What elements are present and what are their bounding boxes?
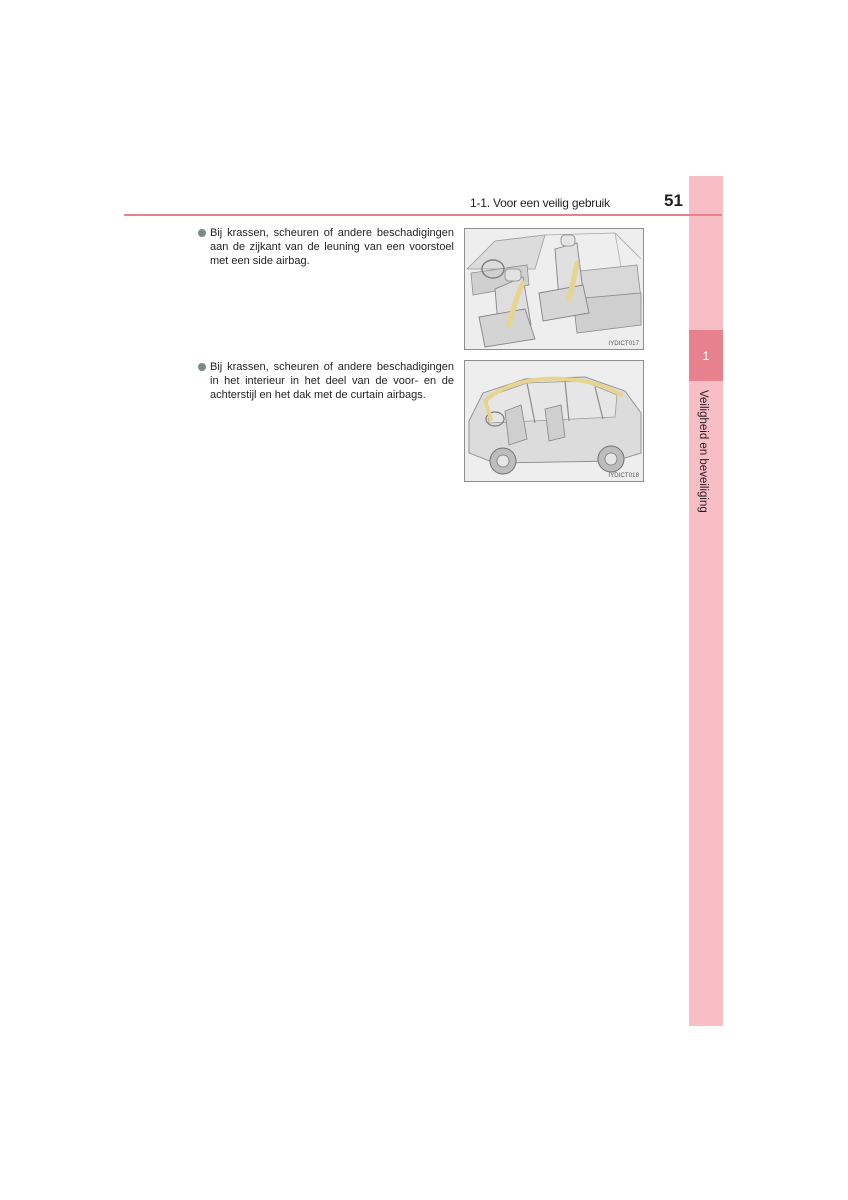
figure-code: IYDICT017: [608, 341, 639, 347]
page-number: 51: [664, 191, 683, 210]
figure-code: IYDICT018: [608, 473, 639, 479]
figure-side-airbag-seat: [464, 228, 644, 350]
figure-curtain-airbag-car: [464, 360, 644, 482]
chapter-number: 1: [702, 348, 710, 363]
seat-interior-illustration: [465, 229, 643, 349]
chapter-number-badge: [689, 330, 723, 381]
bullet-text: Bij krassen, scheuren of andere beschadigingen in het interieur in het deel van de voor- en de achterstijl en het dak met de curtain airbags.: [210, 361, 454, 401]
section-title: 1-1. Voor een veilig gebruik: [470, 196, 610, 210]
header-divider: [124, 214, 722, 216]
chapter-title: Veiligheid en beveiliging: [697, 390, 709, 513]
bullet-icon: [198, 229, 206, 237]
bullet-item-side-airbag: [198, 226, 454, 268]
bullet-item-curtain-airbag: [198, 360, 454, 402]
chapter-side-tab: [689, 176, 723, 1026]
car-cutaway-illustration: [465, 361, 643, 481]
bullet-text: Bij krassen, scheuren of andere beschadigingen aan de zijkant van de leuning van een voorstoel met een side airbag.: [210, 227, 454, 267]
bullet-icon: [198, 363, 206, 371]
